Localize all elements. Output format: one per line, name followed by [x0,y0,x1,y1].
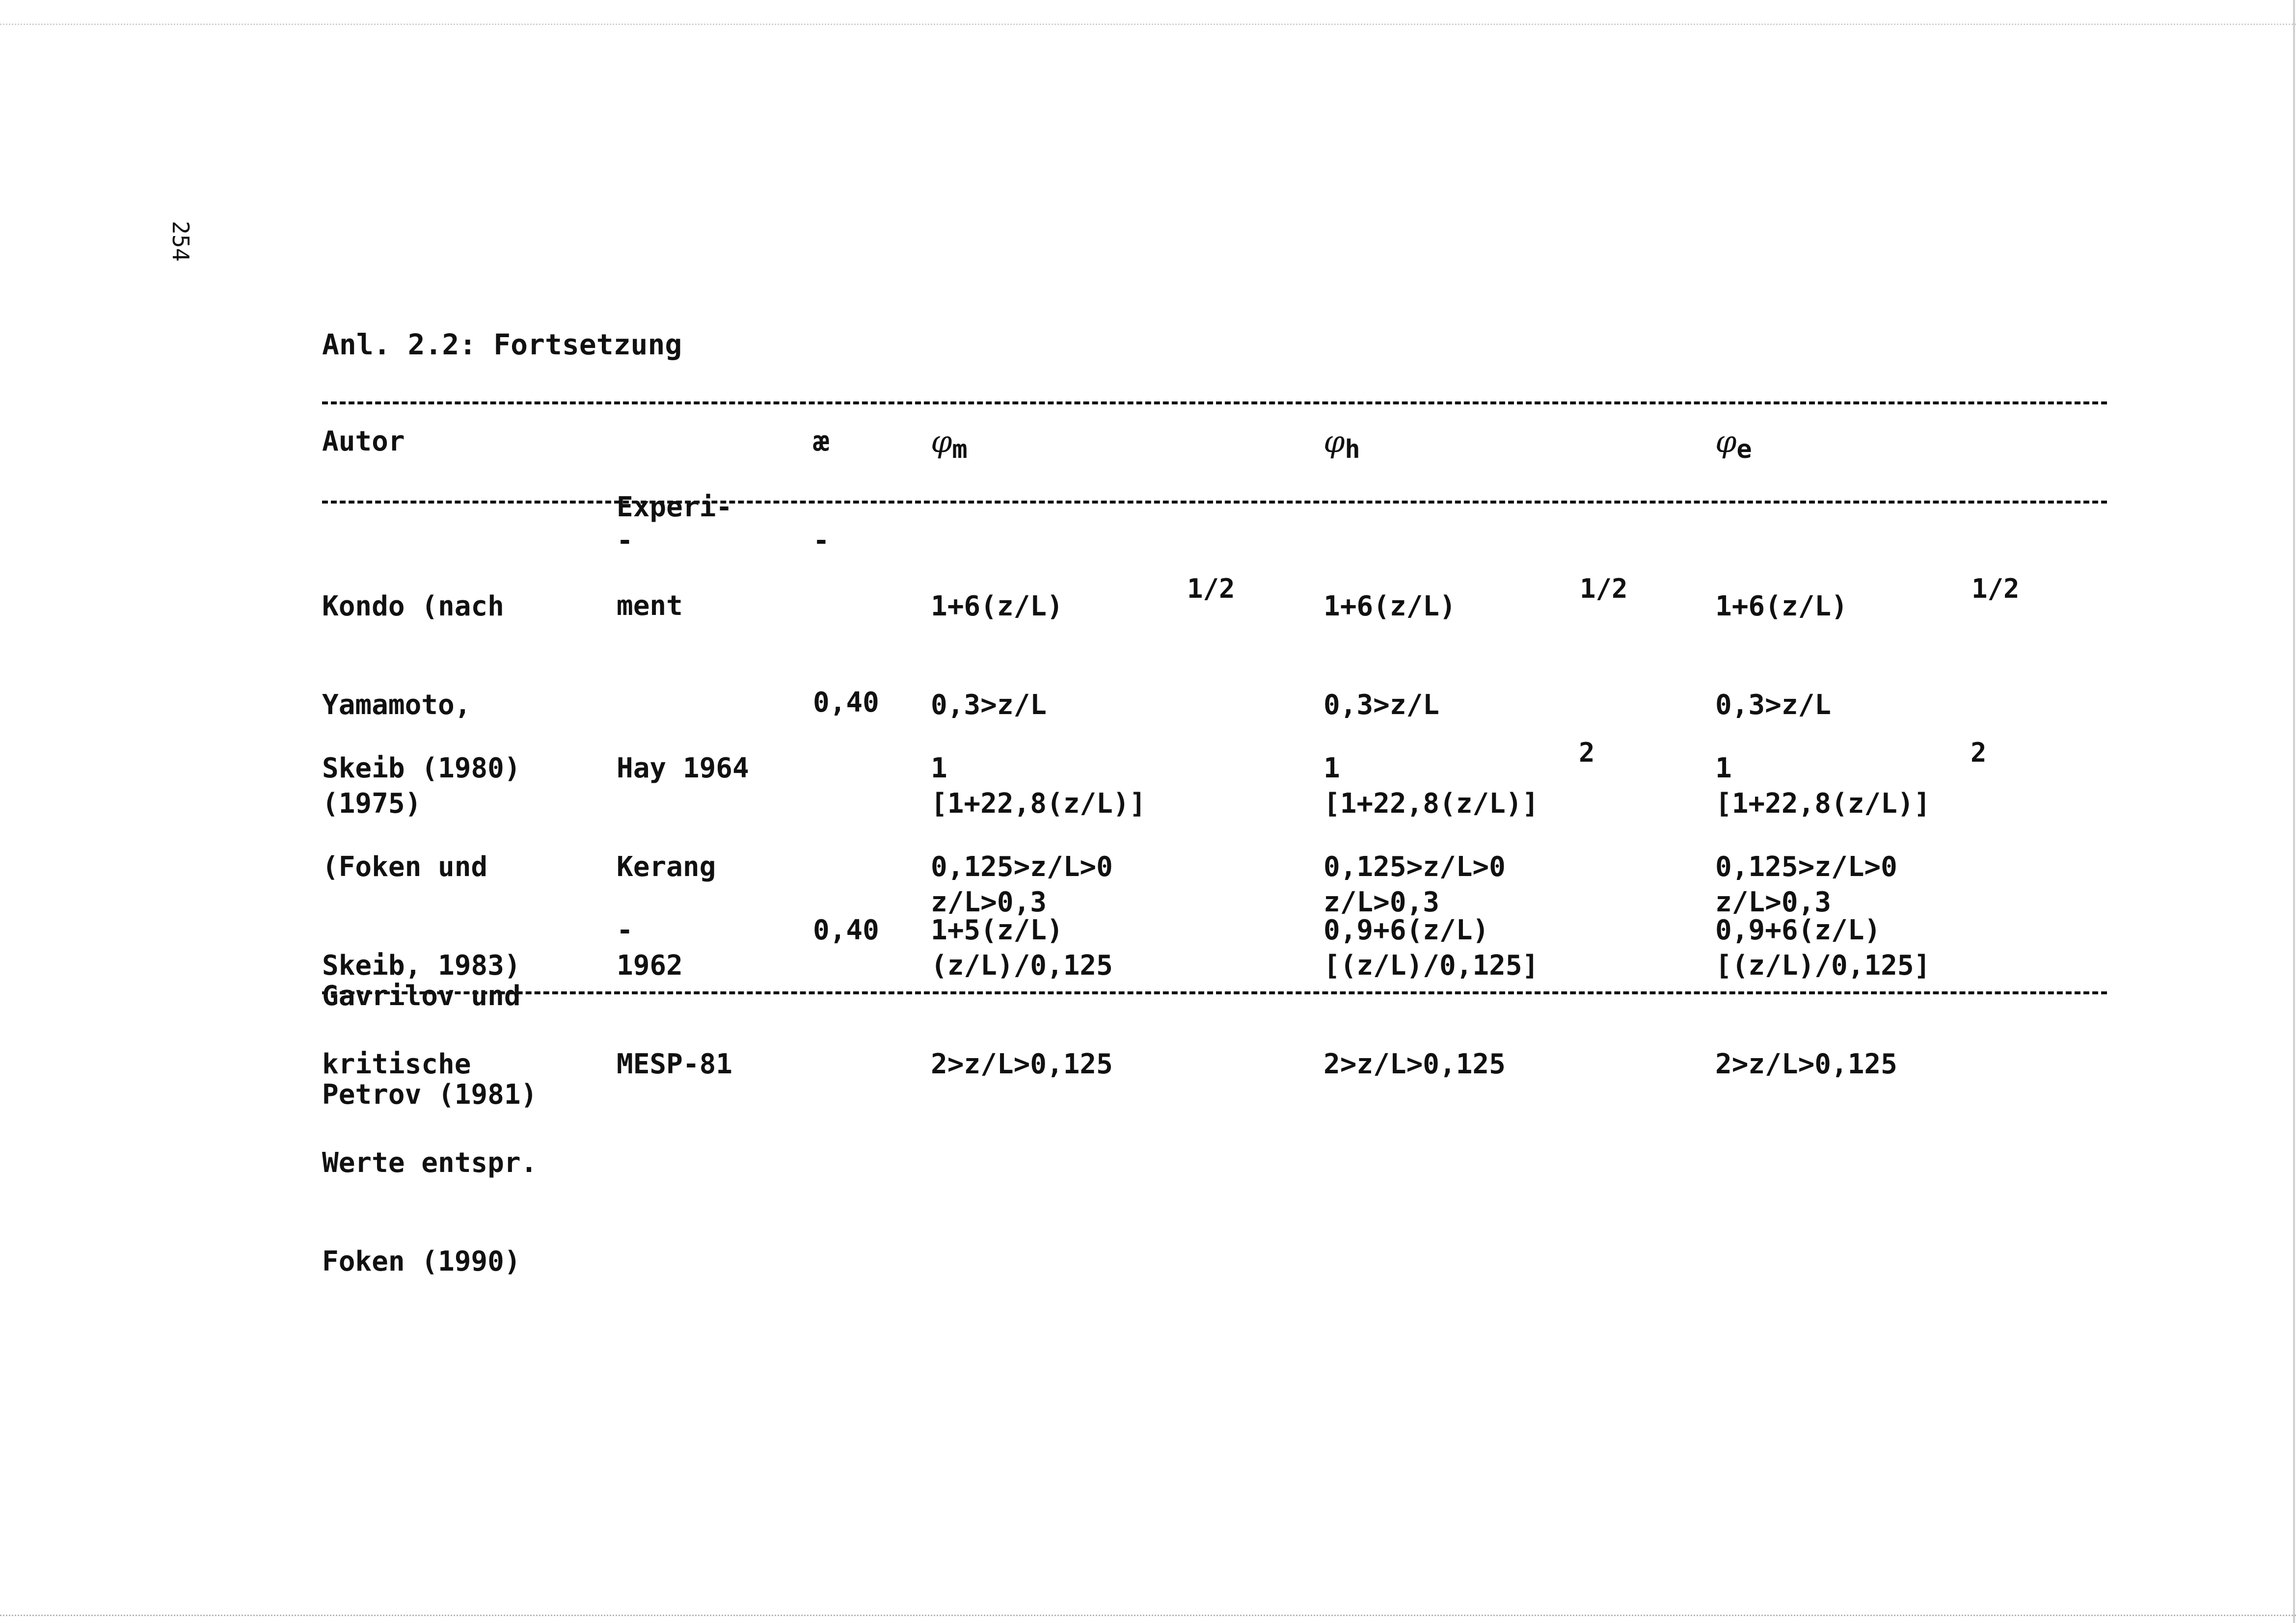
row1-kappa: - [813,525,830,557]
phi-symbol: φ [931,424,952,459]
row1-phi-m-line: 0,3>z/L [931,689,1047,721]
header-bottom-rule [322,501,2107,504]
row1-autor-line: Kondo (nach [322,590,504,622]
row3-phi-m: 1+5(z/L) [931,914,1063,946]
row2-phi-e-line: 2>z/L>0,125 [1715,1048,1897,1080]
row2-phi-e-exponent: 2 [1971,737,1987,768]
row1-phi-h-line: 1+6(z/L) [1324,590,1456,622]
phi-symbol: φ [1324,424,1345,459]
row1-phi-e-exponent: 1/2 [1972,573,2020,604]
row3-autor [322,914,537,1144]
row1-phi-m-exponent: 1/2 [1187,573,1235,604]
header-experiment-line1: Experi- [617,491,733,523]
table-bottom-rule [322,991,2107,994]
phi-e-subscript: e [1736,435,1752,464]
header-phi-m [931,424,968,464]
scan-bottom-edge [0,1615,2296,1616]
row2-experiment [617,686,749,1114]
table-caption: Anl. 2.2: Fortsetzung [322,328,682,361]
row3-experiment: - [617,914,633,946]
row2-experiment-line: MESP-81 [617,1048,733,1080]
row1-phi-e-line: 1+6(z/L) [1715,590,1848,622]
row2-autor-line: (Foken und [322,851,488,883]
header-autor: Autor [322,426,405,457]
table-top-rule [322,401,2107,404]
row1-phi-h-line: 0,3>z/L [1324,689,1440,721]
row2-experiment-line: Kerang [617,851,716,883]
row2-experiment-line: 1962 [617,950,683,982]
row2-phi-m-line: 0,125>z/L>0 [931,851,1113,883]
row2-autor-line: Skeib, 1983) [322,950,521,982]
row2-phi-e-line: [(z/L)/0,125] [1715,950,1931,982]
row3-phi-h: 0,9+6(z/L) [1324,914,1489,946]
scan-right-edge [2293,0,2295,1623]
row2-phi-e [1715,686,1930,1114]
row1-autor-line: (1975) [322,788,422,820]
row1-phi-e-line: z/L>0,3 [1715,886,1832,918]
row1-phi-h-line: [1+22,8(z/L)] [1324,788,1539,820]
row3-kappa: 0,40 [813,914,879,946]
row2-kappa: 0,40 [813,687,879,718]
row2-phi-m [931,686,1113,1114]
row3-autor-line: Gavrilov und [322,980,521,1012]
phi-symbol: φ [1715,424,1737,459]
row2-phi-h-line: 2>z/L>0,125 [1324,1048,1506,1080]
row3-autor-line: Petrov (1981) [322,1079,538,1111]
header-phi-h [1324,424,1360,464]
row2-phi-h-line: [(z/L)/0,125] [1324,950,1539,982]
header-experiment [617,425,732,655]
row2-experiment-line: Hay 1964 [617,752,749,784]
header-experiment-line2: ment [617,590,683,622]
row2-phi-m-line: (z/L)/0,125 [931,950,1113,982]
row2-phi-m-line: 2>z/L>0,125 [931,1048,1113,1080]
row1-phi-m-line: [1+22,8(z/L)] [931,788,1146,820]
row3-phi-e: 0,9+6(z/L) [1715,914,1881,946]
page-number: 254 [167,221,194,262]
phi-m-subscript: m [952,435,968,464]
row2-phi-h-exponent: 2 [1579,737,1595,768]
row1-phi-m-line: z/L>0,3 [931,886,1047,918]
row2-autor-line: Foken (1990) [322,1246,521,1277]
row2-phi-e-line: 0,125>z/L>0 [1715,851,1897,883]
row2-phi-h [1324,686,1539,1114]
row1-autor-line: Yamamoto, [322,689,471,721]
row1-phi-e-line: [1+22,8(z/L)] [1715,788,1931,820]
row2-autor-line: kritische [322,1048,471,1080]
row2-phi-e-line: 1 [1715,752,1732,784]
header-phi-e [1715,424,1752,464]
phi-h-subscript: h [1345,435,1360,464]
row2-phi-h-line: 1 [1324,752,1340,784]
row1-phi-h-exponent: 1/2 [1580,573,1628,604]
row2-phi-h-line: 0,125>z/L>0 [1324,851,1506,883]
row1-experiment: - [617,525,633,557]
row1-phi-h-line: z/L>0,3 [1324,886,1440,918]
row1-phi-e-line: 0,3>z/L [1715,689,1832,721]
row2-phi-m-line: 1 [931,752,947,784]
row2-autor-line: Skeib (1980) [322,752,521,784]
row1-phi-m-line: 1+6(z/L) [931,590,1063,622]
scan-top-edge [0,24,2296,25]
header-kappa: æ [813,426,830,457]
row2-autor-line: Werte entspr. [322,1147,538,1179]
